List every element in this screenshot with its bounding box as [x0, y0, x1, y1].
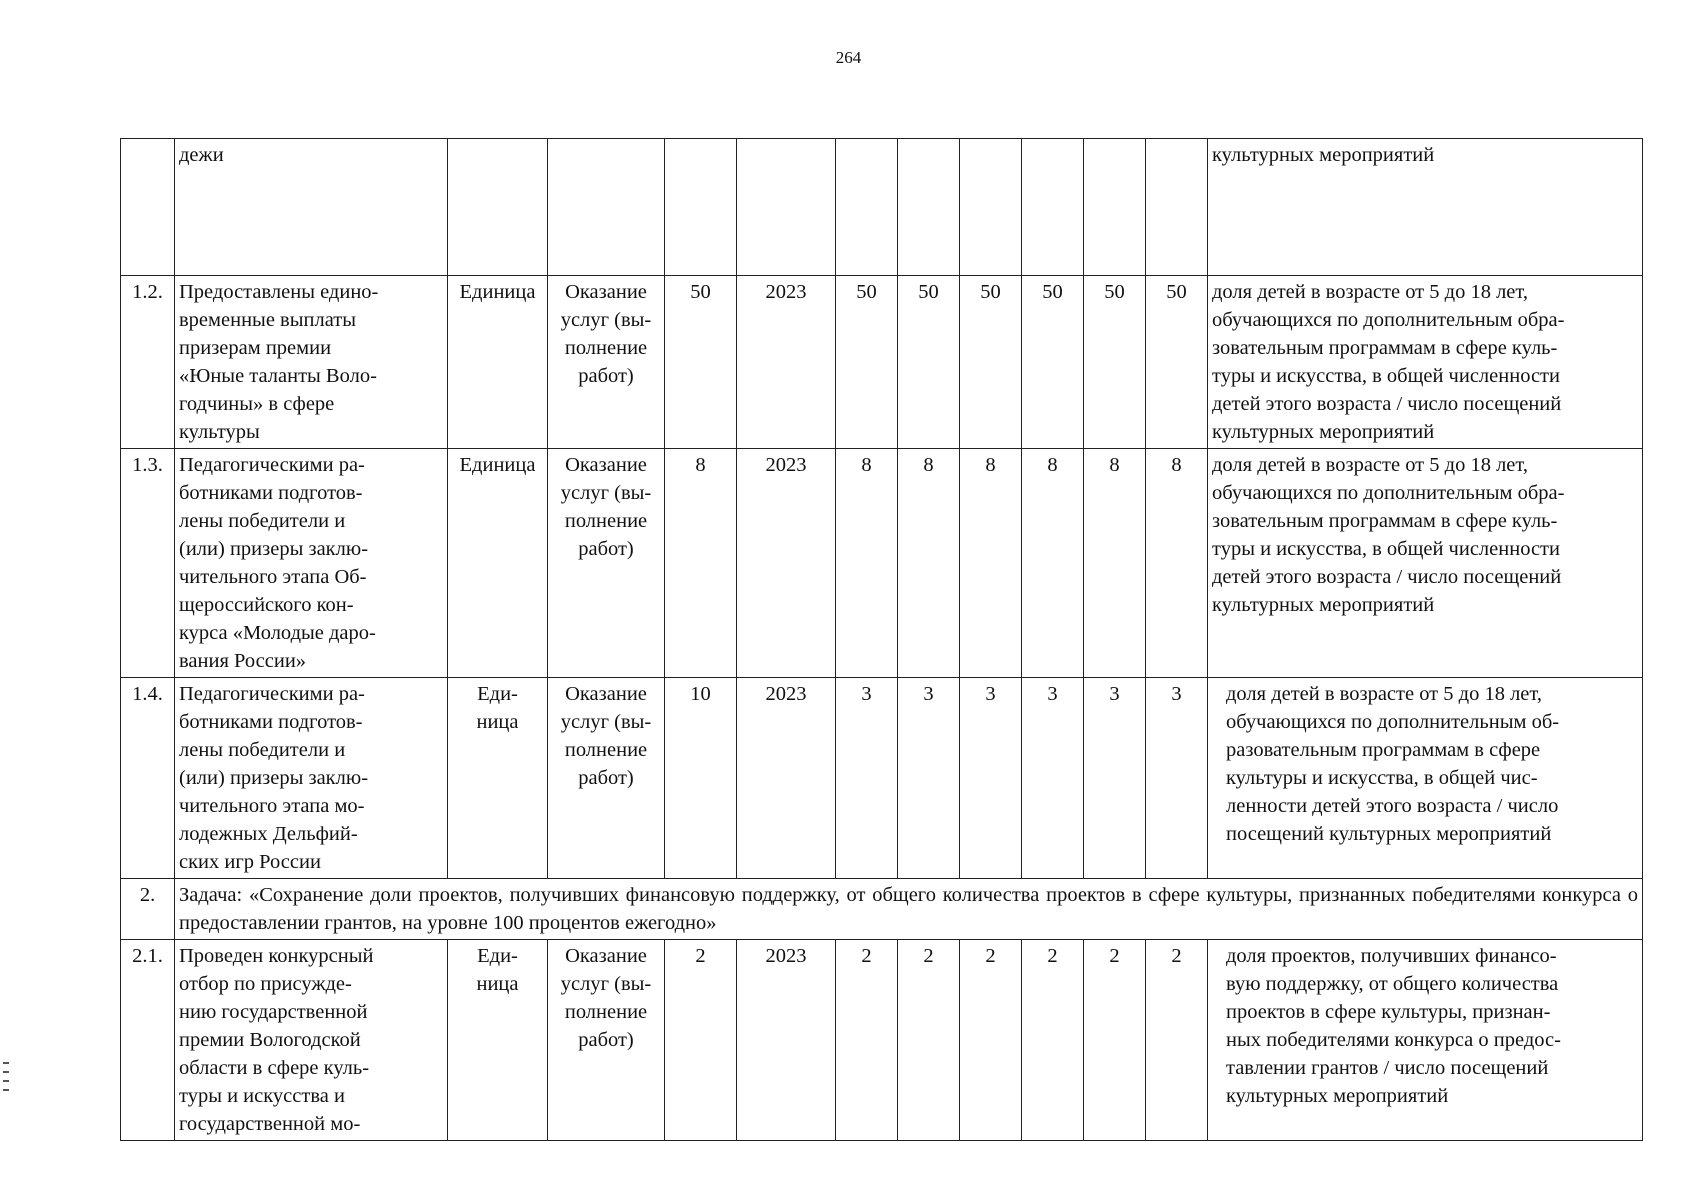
cell-indicator: культурных мероприятий	[1208, 139, 1643, 276]
text-line: ных победителями конкурса о предос-	[1226, 1029, 1561, 1051]
text-line: ботниками подготов-	[179, 482, 363, 504]
results-table	[120, 138, 1643, 1141]
cell-unit	[448, 276, 548, 449]
cell-year-value: 50	[836, 276, 898, 449]
text-line: проектов в сфере культуры, признан-	[1226, 1001, 1551, 1023]
cell-year-value: 50	[1022, 276, 1084, 449]
text-line: услуг (вы-	[560, 973, 652, 995]
text-line: призерам премии	[179, 337, 332, 359]
cell-no: 2.	[121, 879, 175, 940]
task-row	[121, 879, 1643, 940]
text-line: тавлении грантов / число посещений	[1226, 1057, 1549, 1079]
table-row	[121, 940, 1643, 1141]
cell-year-value: 2	[836, 940, 898, 1141]
page-number: 264	[835, 48, 862, 67]
text-line: зовательным программам в сфере куль-	[1212, 337, 1558, 359]
cell-year-value: 3	[898, 678, 960, 879]
text-line: туры и искусства, в общей численности	[1212, 365, 1560, 387]
cell-base-year: 2023	[737, 940, 836, 1141]
cell-base-year: 2023	[737, 276, 836, 449]
cell-year-value: 3	[1022, 678, 1084, 879]
text-line: щероссийского кон-	[179, 594, 354, 616]
text-line: доля детей в возрасте от 5 до 18 лет,	[1226, 683, 1542, 705]
text-line: Предоставлены едино-	[179, 281, 379, 303]
text-line: области в сфере куль-	[179, 1057, 370, 1079]
cell-type	[548, 449, 665, 678]
cell-base-year: 2023	[737, 678, 836, 879]
table-row-continuation	[121, 139, 1643, 276]
text-line: полнение	[564, 337, 648, 359]
cell-year-value: 3	[1146, 678, 1208, 879]
text-line: ботниками подготов-	[179, 711, 363, 733]
cell-base-value: 10	[665, 678, 737, 879]
text-line: «Юные таланты Воло-	[179, 365, 377, 387]
cell-name	[175, 449, 448, 678]
cell-name: дежи	[175, 139, 448, 276]
cell-base-value: 2	[665, 940, 737, 1141]
text-line: ница	[476, 973, 519, 995]
cell-base-value: 50	[665, 276, 737, 449]
text-line: временные выплаты	[179, 309, 356, 331]
text-line: услуг (вы-	[560, 711, 652, 733]
text-line: Единица	[459, 454, 536, 476]
cell-type	[548, 276, 665, 449]
text-line: Оказание	[565, 281, 647, 303]
cell-year-value: 2	[1084, 940, 1146, 1141]
cell-no: 1.3.	[121, 449, 175, 678]
text-line: работ)	[578, 767, 634, 789]
cell-year-value: 50	[1084, 276, 1146, 449]
text-line: полнение	[564, 510, 648, 532]
text-line: Еди-	[477, 945, 518, 967]
cell-year-value: 2	[1022, 940, 1084, 1141]
cell-no: 2.1.	[121, 940, 175, 1141]
cell-indicator	[1208, 276, 1643, 449]
text-line: (или) призеры заклю-	[179, 538, 369, 560]
text-line: обучающихся по дополнительным обра-	[1212, 482, 1565, 504]
cell-year-value: 50	[898, 276, 960, 449]
text-line: Педагогическими ра-	[179, 454, 365, 476]
text-line: услуг (вы-	[560, 482, 652, 504]
cell-year-value: 8	[1084, 449, 1146, 678]
text-line: вания России»	[179, 650, 307, 672]
cell-name	[175, 678, 448, 879]
cell-indicator	[1208, 940, 1643, 1141]
text-line: лены победители и	[179, 510, 346, 532]
cell-year-value: 8	[1146, 449, 1208, 678]
cell-year-value: 2	[960, 940, 1022, 1141]
cell-unit	[448, 940, 548, 1141]
text-line: доля проектов, получивших финансо-	[1226, 945, 1557, 967]
text-line: чительного этапа мо-	[179, 795, 365, 817]
cell-year-value: 8	[836, 449, 898, 678]
cell-year-value: 3	[960, 678, 1022, 879]
text-line: Единица	[459, 281, 536, 303]
text-line: отбор по присужде-	[179, 973, 352, 995]
text-line: Проведен конкурсный	[179, 945, 374, 967]
text-line: услуг (вы-	[560, 309, 652, 331]
cell-base-year: 2023	[737, 449, 836, 678]
cell-year-value: 2	[1146, 940, 1208, 1141]
cell-year-value: 50	[960, 276, 1022, 449]
cell-base-value: 8	[665, 449, 737, 678]
cell-type	[548, 940, 665, 1141]
cell-no	[121, 139, 175, 276]
text-line: культуры и искусства, в общей чис-	[1226, 767, 1538, 789]
text-line: работ)	[578, 365, 634, 387]
text-line: туры и искусства и	[179, 1085, 345, 1107]
text-line: доля детей в возрасте от 5 до 18 лет,	[1212, 454, 1528, 476]
cell-no: 1.2.	[121, 276, 175, 449]
text-line: культуры	[179, 421, 260, 443]
text-line: ленности детей этого возраста / число	[1226, 795, 1559, 817]
text-line: премии Вологодской	[179, 1029, 361, 1051]
text-line: детей этого возраста / число посещений	[1212, 566, 1562, 588]
text-line: детей этого возраста / число посещений	[1212, 393, 1562, 415]
cell-indicator	[1208, 678, 1643, 879]
text-line: обучающихся по дополнительным об-	[1226, 711, 1560, 733]
table-row	[121, 449, 1643, 678]
cell-year-value: 3	[836, 678, 898, 879]
text-line: туры и искусства, в общей численности	[1212, 538, 1560, 560]
text-line: Оказание	[565, 945, 647, 967]
task-text: Задача: «Сохранение доли проектов, получивших финансовую поддержку, от общего количества проектов в сфере культуры, признанных победителями конкурса о предоставлении грантов, на уровне 100 процентов ежегодно»	[175, 879, 1643, 940]
text-line: полнение	[564, 739, 648, 761]
table-row	[121, 276, 1643, 449]
margin-marks	[3, 1062, 9, 1102]
cell-year-value: 3	[1084, 678, 1146, 879]
text-line: Оказание	[565, 683, 647, 705]
cell-year-value: 8	[1022, 449, 1084, 678]
text-line: культурных мероприятий	[1212, 594, 1435, 616]
cell-name	[175, 940, 448, 1141]
text-line: ских игр России	[179, 851, 321, 873]
text-line: культурных мероприятий	[1226, 1085, 1449, 1107]
text-line: лены победители и	[179, 739, 346, 761]
cell-name	[175, 276, 448, 449]
text-line: зовательным программам в сфере куль-	[1212, 510, 1558, 532]
text-line: государственной мо-	[179, 1113, 361, 1135]
text-line: Педагогическими ра-	[179, 683, 365, 705]
text-line: ница	[476, 711, 519, 733]
text-line: работ)	[578, 538, 634, 560]
text-line: Еди-	[477, 683, 518, 705]
text-line: посещений культурных мероприятий	[1226, 823, 1552, 845]
text-line: курса «Молодые даро-	[179, 622, 376, 644]
text-line: доля детей в возрасте от 5 до 18 лет,	[1212, 281, 1528, 303]
text-line: нию государственной	[179, 1001, 368, 1023]
cell-no: 1.4.	[121, 678, 175, 879]
text-line: разовательным программам в сфере	[1226, 739, 1541, 761]
cell-year-value: 8	[898, 449, 960, 678]
text-line: полнение	[564, 1001, 648, 1023]
cell-unit	[448, 678, 548, 879]
text-line: (или) призеры заклю-	[179, 767, 369, 789]
cell-indicator	[1208, 449, 1643, 678]
cell-year-value: 50	[1146, 276, 1208, 449]
cell-year-value: 2	[898, 940, 960, 1141]
text-line: годчины» в сфере	[179, 393, 335, 415]
cell-type	[548, 678, 665, 879]
text-line: Оказание	[565, 454, 647, 476]
text-line: вую поддержку, от общего количества	[1226, 973, 1559, 995]
text-line: культурных мероприятий	[1212, 421, 1435, 443]
text-line: обучающихся по дополнительным обра-	[1212, 309, 1565, 331]
text-line: чительного этапа Об-	[179, 566, 367, 588]
cell-year-value: 8	[960, 449, 1022, 678]
text-line: лодежных Дельфий-	[179, 823, 358, 845]
cell-unit	[448, 449, 548, 678]
table-row	[121, 678, 1643, 879]
text-line: работ)	[578, 1029, 634, 1051]
